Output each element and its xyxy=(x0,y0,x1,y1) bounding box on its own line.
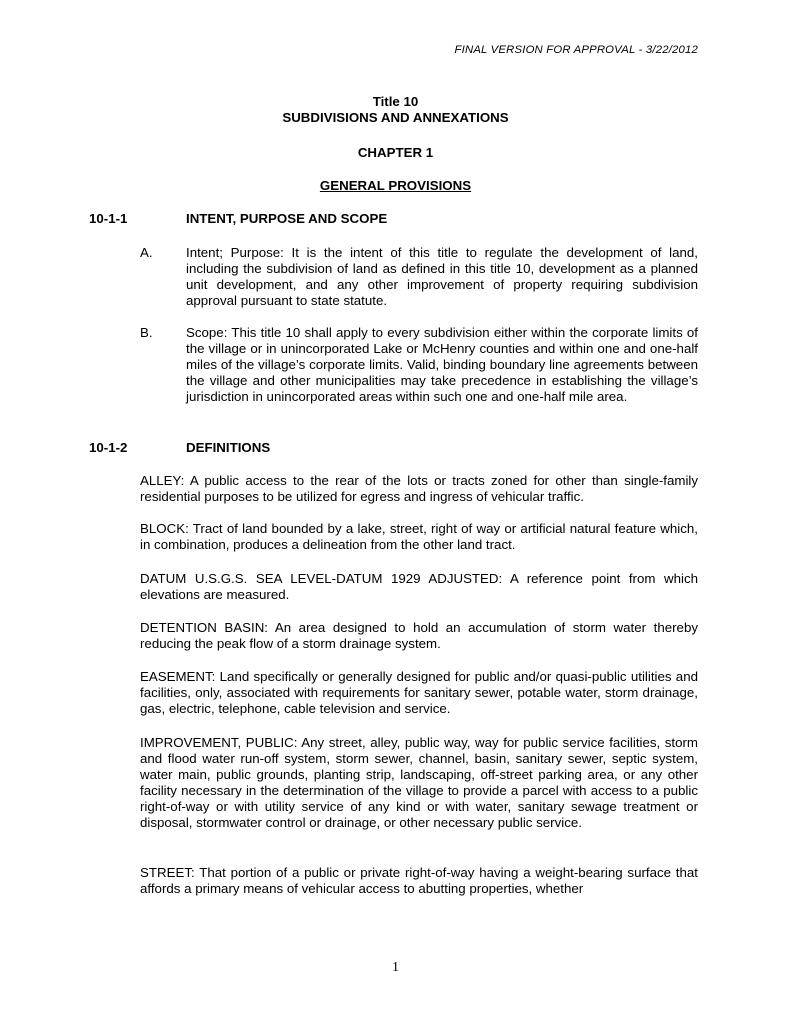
item-text: Scope: This title 10 shall apply to every subdivision either within the corporate limits of the village or in unincorporated Lake or McHenry counties and within one and one-half miles of the village’s corporate limits. Valid, binding boundary line agreements between the village and other municipalities may take precedence in establishing the village’s jurisdiction in unincorporated areas within such one and one-half mile area. xyxy=(186,325,698,405)
title-number: Title 10 xyxy=(372,94,419,109)
definition-alley: ALLEY: A public access to the rear of the lots or tracts zoned for other than single-family residential purposes to be utilized for egress and ingress of vehicular traffic. xyxy=(140,473,698,505)
list-item xyxy=(140,245,698,309)
section-heading xyxy=(89,440,270,456)
section-heading xyxy=(89,211,387,227)
chapter-name: GENERAL PROVISIONS xyxy=(319,178,472,193)
page-number: 1 xyxy=(392,960,399,975)
definition-datum: DATUM U.S.G.S. SEA LEVEL-DATUM 1929 ADJUSTED: A reference point from which elevations are measured. xyxy=(140,571,698,603)
definition-detention-basin: DETENTION BASIN: An area designed to hold an accumulation of storm water thereby reducing the peak flow of a storm drainage system. xyxy=(140,620,698,652)
definition-block: BLOCK: Tract of land bounded by a lake, street, right of way or artificial natural feature which, in combination, produces a delineation from the other land tract. xyxy=(140,521,698,553)
chapter-name-wrap xyxy=(0,178,791,194)
definition-easement: EASEMENT: Land specifically or generally designed for public and/or quasi-public utilities and facilities, only, associated with requirements for sanitary sewer, potable water, storm drainage, gas, electric, telephone, cable television and service. xyxy=(140,669,698,717)
definition-improvement-public: IMPROVEMENT, PUBLIC: Any street, alley, public way, way for public service facilities, storm and flood water run-off system, storm sewer, channel, basin, sanitary sewer, septic system, water main, public grounds, planting strip, landscaping, off-street parking area, or any other facility necessary in the determination of the village to provide a parcel with access to a public right-of-way or with utility service of any kind or with water, sanitary sewage treatment or disposal, stormwater control or drainage, or other necessary public service. xyxy=(140,735,698,831)
section-number: 10-1-2 xyxy=(89,440,128,455)
list-item xyxy=(140,325,698,405)
section-number: 10-1-1 xyxy=(89,211,128,226)
title-name: SUBDIVISIONS AND ANNEXATIONS xyxy=(282,110,509,125)
item-letter: A. xyxy=(140,245,153,260)
chapter-number: CHAPTER 1 xyxy=(357,145,434,160)
approval-header-note: FINAL VERSION FOR APPROVAL - 3/22/2012 xyxy=(454,44,698,56)
item-letter: B. xyxy=(140,325,153,340)
item-text: Intent; Purpose: It is the intent of this title to regulate the development of land, including the subdivision of land as defined in this title 10, development as a planned unit development, and any other improvement of property requiring subdivision approval pursuant to state statute. xyxy=(186,245,698,309)
section-title: INTENT, PURPOSE AND SCOPE xyxy=(186,211,388,226)
section-title: DEFINITIONS xyxy=(186,440,271,455)
definition-street: STREET: That portion of a public or private right-of-way having a weight-bearing surface that affords a primary means of vehicular access to abutting properties, whether xyxy=(140,865,698,897)
